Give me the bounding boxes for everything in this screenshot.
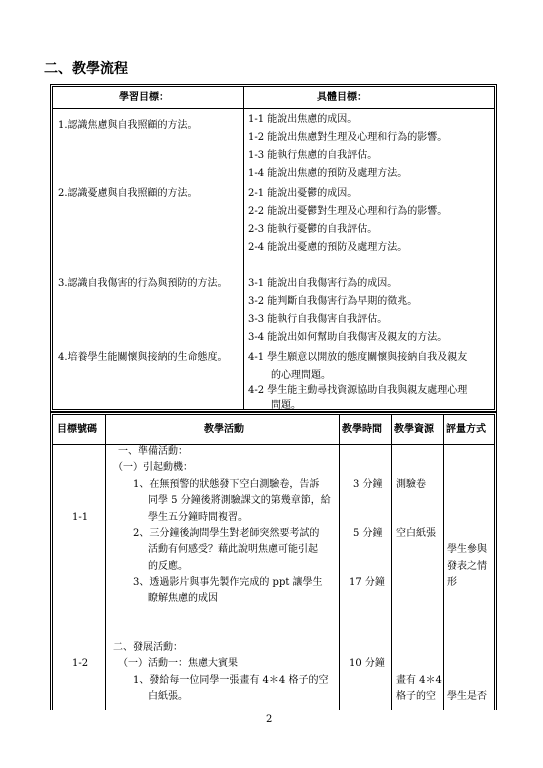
activity-line: （一）引起動機： [113, 462, 193, 473]
resource-value: 畫有 4＊4 [396, 675, 442, 686]
activity-col-line-4 [443, 415, 444, 710]
goals-header-left: 學習目標： [119, 92, 169, 103]
specific-4-1-cont: 的心理問題。 [271, 370, 331, 381]
activity-col-line-2 [339, 415, 340, 710]
activity-line: 1、在無預警的狀態發下空白測驗卷，告訴 [133, 479, 320, 490]
goal-1: 1.認識焦慮與自我照顧的方法。 [58, 120, 198, 131]
header-activity: 教學活動 [204, 424, 244, 435]
page-number: 2 [266, 714, 273, 725]
goal-3: 3.認識自我傷害的行為與預防的方法。 [58, 278, 228, 289]
header-time: 教學時間 [342, 424, 382, 435]
activity-line: （一）活動一：焦慮大賓果 [118, 658, 238, 669]
time-value: 3 分鐘 [353, 479, 383, 490]
activity-line: 2、三分鐘後詢問學生對老師突然要考試的 [133, 528, 320, 539]
resource-value: 格子的空 [396, 691, 436, 702]
specific-2-2: 2-2 能說出憂鬱對生理及心理和行為的影響。 [248, 206, 448, 217]
specific-2-1: 2-1 能說出憂鬱的成因。 [248, 188, 358, 199]
specific-1-4: 1-4 能說出焦慮的預防及處理方法。 [248, 168, 408, 179]
specific-4-1: 4-1 學生願意以開放的態度關懷與接納自我及親友 [248, 352, 468, 363]
resource-value: 測驗卷 [396, 479, 426, 490]
goals-table [50, 84, 497, 412]
activity-line: 學生五分鐘時間複習。 [148, 512, 248, 523]
activity-table [50, 412, 497, 710]
assessment-value: 學生參與 [447, 544, 487, 555]
specific-1-2: 1-2 能說出焦慮對生理及心理和行為的影響。 [248, 132, 448, 143]
code-1-2: 1-2 [72, 658, 89, 669]
assessment-value: 學生是否 [447, 691, 487, 702]
activity-line: 同學 5 分鐘後將測驗課文的第幾章節，給 [148, 495, 331, 506]
activity-line: 活動有何感受？藉此說明焦慮可能引起 [148, 544, 318, 555]
activity-line: 1、發給每一位同學一張畫有 4＊4 格子的空 [133, 675, 329, 686]
activity-line: 白紙張。 [148, 691, 188, 702]
specific-2-4: 2-4 能說出憂慮的預防及處理方法。 [248, 242, 408, 253]
goal-2: 2.認識憂慮與自我照顧的方法。 [58, 188, 198, 199]
specific-3-2: 3-2 能判斷自我傷害行為早期的徵兆。 [248, 296, 418, 307]
specific-1-1: 1-1 能說出焦慮的成因。 [248, 114, 358, 125]
specific-3-4: 3-4 能說出如何幫助自我傷害及親友的方法。 [248, 332, 448, 343]
specific-4-2-cont: 問題。 [271, 400, 301, 411]
header-code: 目標號碼 [57, 424, 97, 435]
activity-line: 的反應。 [148, 561, 188, 572]
specific-3-1: 3-1 能說出自我傷害行為的成因。 [248, 278, 398, 289]
activity-line: 一、準備活動： [118, 446, 188, 457]
code-1-1: 1-1 [72, 512, 89, 523]
specific-3-3: 3-3 能執行自我傷害自我評估。 [248, 314, 388, 325]
goals-header-line [53, 108, 494, 109]
activity-col-line-1 [105, 415, 106, 710]
time-value: 5 分鐘 [353, 528, 383, 539]
activity-line: 二、發展活動： [113, 642, 183, 653]
assessment-value: 形 [447, 577, 457, 588]
header-resource: 教學資源 [394, 424, 434, 435]
resource-value: 空白紙張 [396, 528, 436, 539]
activity-line: 3、透過影片與事先製作完成的 ppt 讓學生 [133, 577, 323, 588]
activity-header-line [53, 444, 494, 445]
time-value: 17 分鐘 [349, 577, 385, 588]
specific-1-3: 1-3 能執行焦慮的自我評估。 [248, 150, 378, 161]
header-assessment: 評量方式 [446, 424, 486, 435]
activity-col-line-3 [391, 415, 392, 710]
goals-header-right: 具體目標： [317, 92, 367, 103]
assessment-value: 發表之情 [447, 561, 487, 572]
specific-4-2: 4-2 學生能主動尋找資源協助自我與親友處理心理 [248, 385, 468, 396]
section-title: 二、教學流程 [44, 61, 128, 77]
specific-2-3: 2-3 能執行憂鬱的自我評估。 [248, 224, 378, 235]
goal-4: 4.培養學生能關懷與接納的生命態度。 [58, 352, 228, 363]
goals-divider [243, 87, 244, 409]
time-value: 10 分鐘 [349, 658, 385, 669]
activity-line: 瞭解焦慮的成因 [148, 593, 218, 604]
